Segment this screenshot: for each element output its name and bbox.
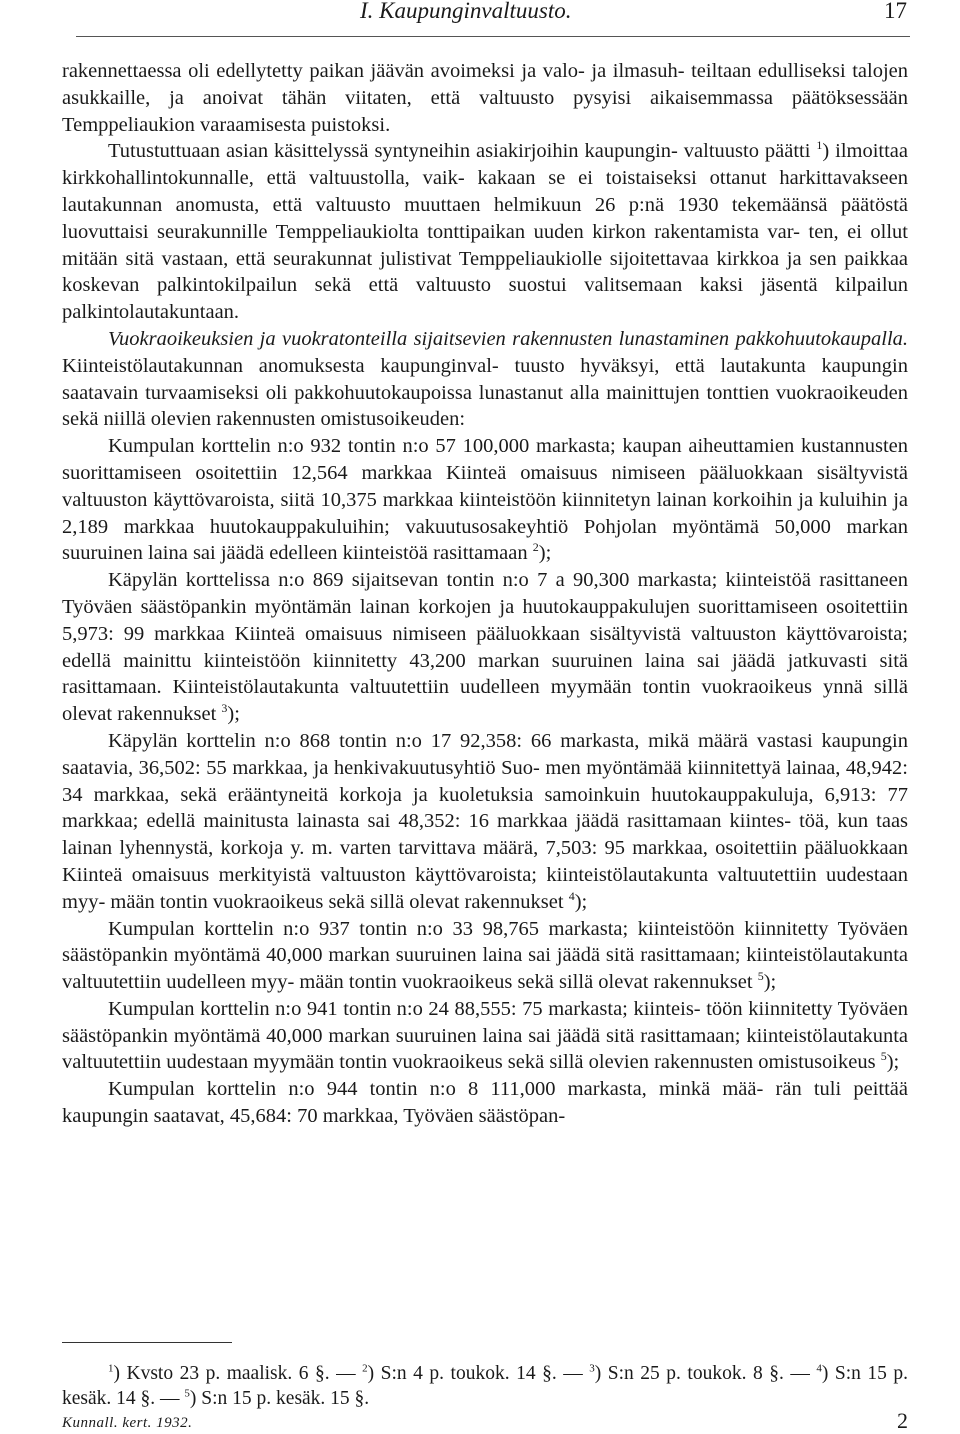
text-line: mään tontin vuokraoikeus sekä sillä olevat rakennukset: [299, 971, 753, 994]
body-text: [62, 58, 908, 1130]
footnote-text: ) S:n 4 p. toukok. 14 §. —: [367, 1363, 590, 1384]
text-line: aiheuttamien kustannusten suorittamiseen osoitettiin 12,564 markkaa Kiinteä: [62, 435, 908, 484]
signature-number: 2: [897, 1408, 908, 1433]
text-line: mainittu kiinteistöön kiinnitetty 43,200 markan suuruinen laina sai jäädä: [123, 649, 776, 672]
text-line: vastasi kaupungin saatavia, 36,502: 55 markkaa, ja henkivakuutusyhtiö Suo-: [62, 729, 908, 779]
text-line: Käpylän korttelissa n:o 869 sijaitsevan tontin n:o 7 a 90,300 markasta;: [108, 569, 718, 592]
paragraph-7: [62, 916, 908, 996]
text-line: ten, ei ollut mitään sitä vastaan, että seurakunnat julistivat Temppeliaukiolle: [62, 220, 909, 270]
text-line: mään tontin vuokraoikeus sekä sillä olevat rakennukset: [110, 890, 564, 913]
text-line: Kumpulan korttelin n:o 932 tontin n:o 57 100,000 markasta; kaupan: [108, 435, 682, 458]
running-title: I. Kaupunginvaltuusto.: [360, 0, 572, 23]
text-line: pakkohuutokaupoissa lunastanut alla mainittujen tonttien vuokraoikeuden: [294, 381, 908, 404]
text-line: sekä niillä olevien rakennusten omistusoikeuden:: [62, 408, 466, 431]
footnote-ref: 3: [221, 701, 228, 716]
footnote-text: ) S:n 15 p. kesäk. 15 §.: [189, 1388, 370, 1409]
text-line: Kumpulan korttelin n:o 944 tontin n:o 8 111,000 markasta, minkä mää-: [108, 1078, 764, 1101]
text-line: pysyisi aikaisemmassa päätöksessään Temppeliaukion varaamisesta puistoksi.: [62, 86, 908, 136]
text-line: Käpylän korttelin n:o 868 tontin n:o 17 92,358: 66 markasta, mikä määrä: [108, 729, 749, 752]
running-header: [360, 0, 907, 22]
paragraph-8: [62, 996, 908, 1076]
heading-line: pakkohuutokaupalla.: [735, 327, 909, 350]
paragraph-5: [62, 567, 908, 728]
footnote-ref: 5: [757, 969, 764, 984]
text-line: Kiinteistölautakunnan anomuksesta kaupunginval-: [62, 354, 499, 377]
text-line: valtuusto päätti: [683, 140, 811, 163]
text-line: tuusto hyväksyi, että lautakunta kaupungin saatavain turvaamiseksi oli: [62, 354, 909, 404]
text-line: myymään tontin vuokraoikeus sekä sillä olevien rakennusten omistusoikeus: [253, 1051, 876, 1074]
text-line: rän tuli peittää kaupungin saatavat, 45,684: 70 markkaa, Työväen säästöpan-: [62, 1078, 908, 1128]
text-line: laina sai jäädä sitä rasittamaan; kiinteistölautakunta valtuutettiin uudestaan: [62, 1024, 909, 1074]
footnote-ref: 1: [816, 138, 823, 153]
footnote-mark: 3: [589, 1362, 595, 1375]
text-line: sai jäädä sitä rasittamaan; kiinteistölautakunta valtuutettiin uudelleen myy-: [62, 944, 908, 994]
text-line: korkoja ja kuoletuksia samoinkuin huutokauppakuluja, 6,913: 77 markkaa;: [62, 783, 909, 833]
text-line: );: [763, 971, 777, 994]
text-line: kiinteistöä rasittaneen Työväen säästöpankin myöntämän lainan korkojen: [62, 569, 908, 618]
heading-line: Vuokraoikeuksien ja vuokratonteilla sijaitsevien rakennusten lunastaminen: [108, 327, 730, 350]
paragraph-4: [62, 433, 908, 567]
text-line: valtuuston käyttövaroista; kiinteistölautakunta valtuutettiin uudestaan myy-: [62, 863, 909, 913]
text-line: men myöntämää kiinnitettyä lainaa, 48,942: 34 markkaa, sekä erääntyneitä: [62, 756, 909, 806]
text-line: );: [886, 1051, 900, 1074]
text-line: omaisuus nimiseen pääluokkaan sisältyvistä valtuuston käyttövaroista; edellä: [62, 622, 908, 672]
text-line: jatkuvasti sitä rasittamaan. Kiinteistölautakunta valtuutettiin uudelleen: [62, 649, 909, 699]
footnote-mark: 4: [816, 1362, 822, 1375]
footnote-rule: [62, 1342, 232, 1343]
text-line: rakennettaessa oli edellytetty paikan jäävän avoimeksi ja valo- ja ilmasuh-: [62, 60, 685, 82]
footnote-text: ) S:n 15 p. kesäk. 14 §. —: [62, 1363, 909, 1409]
header-rule: [76, 36, 910, 37]
paragraph-6: [62, 728, 908, 916]
text-line: Kumpulan korttelin n:o 941 tontin n:o 24 88,555: 75 markasta; kiinteis-: [108, 997, 701, 1020]
text-line: Kumpulan korttelin n:o 937 tontin n:o 33 98,765 markasta; kiinteistöön: [108, 917, 735, 940]
text-line: kiinnitetty Työväen säästöpankin myöntämä 40,000 markan suuruinen laina: [62, 917, 908, 967]
footnote-mark: 5: [184, 1387, 190, 1400]
paragraph-1: [62, 58, 908, 138]
text-line: );: [227, 703, 240, 726]
paragraph-2: [62, 138, 908, 326]
text-line: seurakunnille Temppeliaukiolta tonttipaikan uuden kirkon rakentamista var-: [157, 220, 801, 243]
text-line: töön kiinnitetty Työväen säästöpankin myöntämä 40,000 markan suuruinen: [62, 997, 908, 1047]
text-line: 7,503: 95 markkaa, osoitettiin pääluokkaan Kiinteä omaisuus merkityistä: [62, 837, 908, 886]
footnote-ref: 4: [568, 888, 575, 903]
text-line: 50,000 markan suuruinen laina sai jäädä edelleen kiinteistöä rasittamaan: [62, 515, 908, 565]
text-line: töä, kun taas lainan lyhennystä, korkoja y. m. varten tarvittava määrä,: [62, 810, 909, 860]
footnote-ref: 5: [880, 1049, 887, 1064]
footnote-text: ) S:n 25 p. toukok.: [594, 1363, 747, 1384]
section-heading: [108, 328, 908, 350]
text-line: 10,375 markkaa kiinteistöön kiinnitetyn lainan korkoihin ja kuluihin ja 2,189: [62, 488, 908, 538]
text-line: myymään tontin vuokraoikeus ynnä sillä olevat rakennukset: [62, 676, 908, 726]
footnote-block: [62, 1361, 908, 1411]
text-line: edellä mainitusta lainasta sai 48,352: 16 markkaa jäädä rasittamaan kiintes-: [146, 810, 792, 833]
text-line: sijoitettavaa kirkkoa ja sen paikkaa koskevan palkintokilpailun sekä että: [62, 247, 909, 297]
footnotes: [62, 1361, 908, 1411]
printer-signature: Kunnall. kert. 1932.: [62, 1415, 193, 1431]
text-line: kakaan se ei toistaiseksi ottanut harkittavakseen lautakunnan anomusta, että: [62, 167, 908, 216]
text-line: Tutustuttuaan asian käsittelyssä syntyneihin asiakirjoihin kaupungin-: [108, 140, 678, 163]
text-line: );: [538, 542, 552, 565]
text-line: );: [574, 890, 588, 913]
text-line: valtuusto muuttaen helmikuun 26 p:nä 1930 tekemäänsä päätöstä luovuttaisi: [62, 193, 909, 243]
text-line: teiltaan edulliseksi talojen asukkaille, ja anoivat tähän viitaten, että valtuusto: [62, 60, 909, 109]
paragraph-3: [62, 326, 908, 433]
text-line: ja huutokauppakulujen suorittamiseen osoitettiin 5,973: 99 markkaa Kiinteä: [62, 595, 908, 645]
text-line: ) ilmoittaa kirkkohallintokunnalle, että valtuustolla, vaik-: [62, 140, 908, 190]
page-number: 17: [884, 0, 907, 23]
text-line: valtuusto suostui valitsemaan kaksi jäsentä kilpailun palkintolautakuntaan.: [62, 274, 909, 324]
text-line: markkaa huutokauppakuluihin; vakuutusosakeyhtiö Pohjolan myöntämä: [123, 515, 759, 538]
footnote-mark: 2: [362, 1362, 368, 1375]
footnote-text: 8 §. —: [752, 1363, 817, 1384]
paragraph-9: [62, 1076, 908, 1130]
footnote-mark: 1: [108, 1362, 114, 1375]
text-line: omaisuus nimiseen pääluokkaan sisältyvistä valtuuston käyttövaroista, siitä: [62, 461, 908, 511]
footnote-ref: 2: [532, 540, 539, 555]
footnote-text: ) Kvsto 23 p. maalisk. 6 §. —: [113, 1363, 363, 1384]
